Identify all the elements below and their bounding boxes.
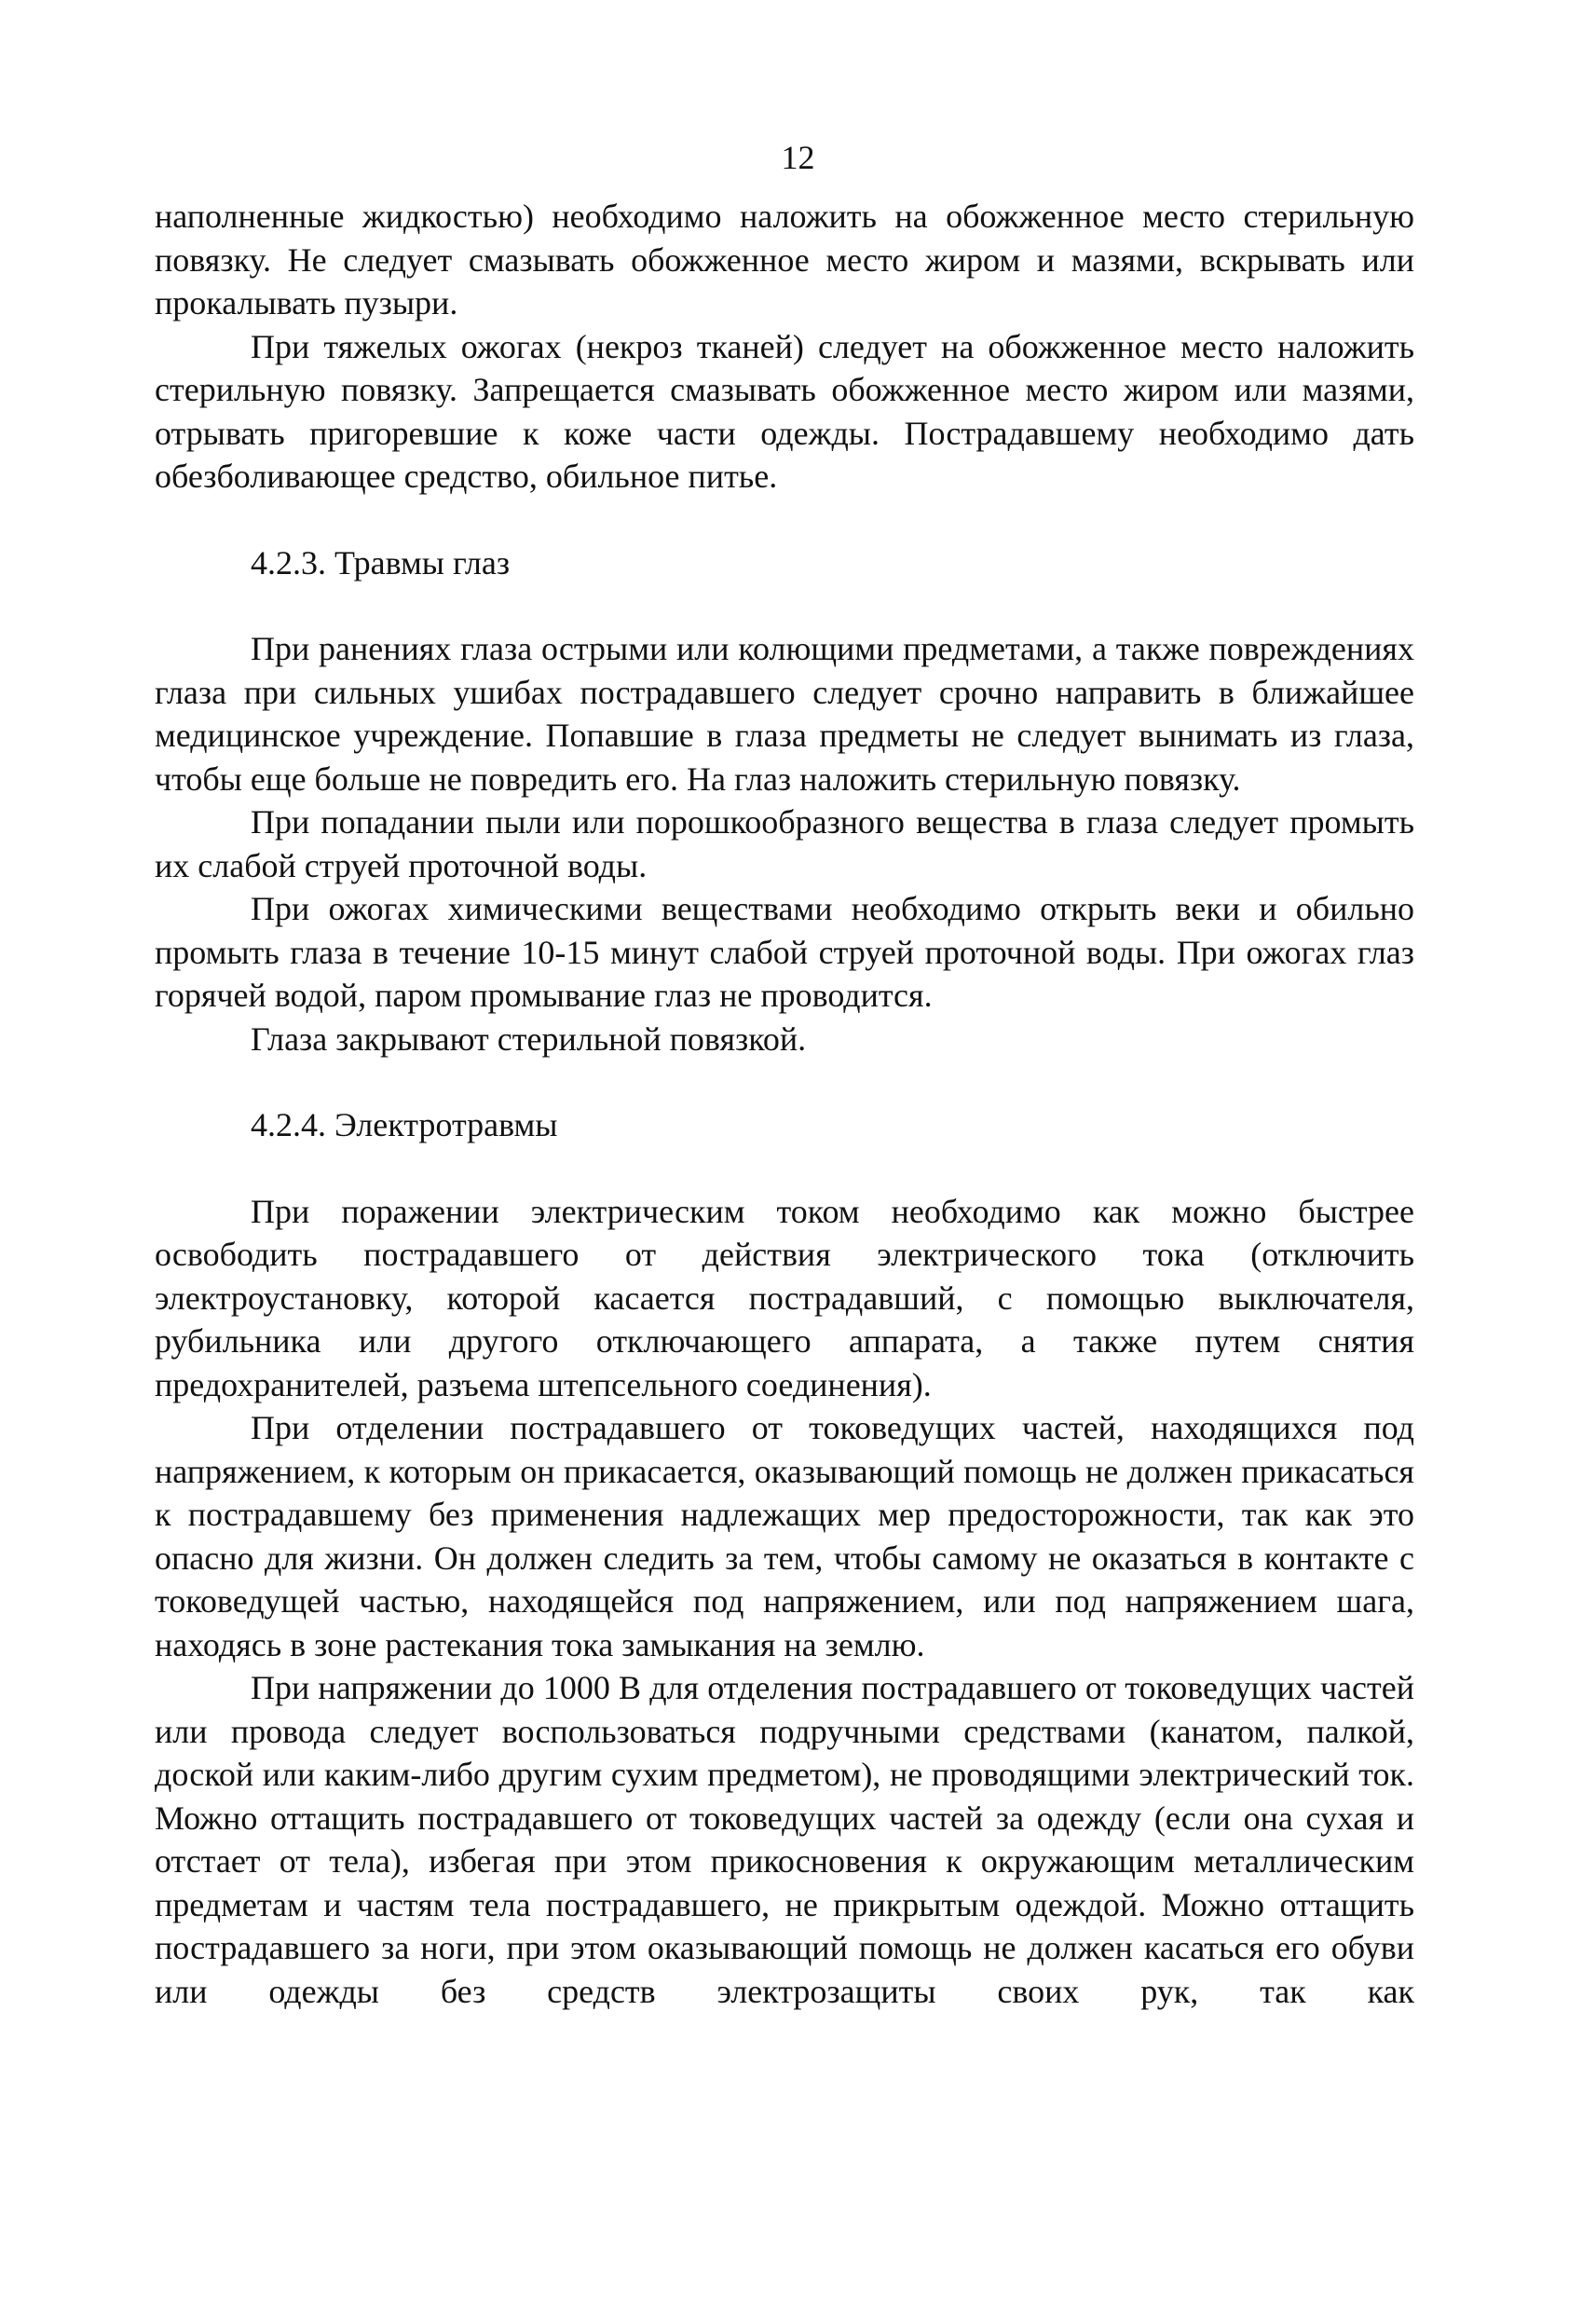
paragraph-electric-shock: При поражении электрическим током необходимо как можно быстрее освободить пострадавшего от действия электрического тока (отключить электроустановку, которой касается пострадавший, с помощью выключателя, рубильника или другого отключающего аппарата, а также путем снятия предохранителей, разъема штепсельного соединения). — [155, 1192, 1414, 1403]
paragraph-eye-bandage: Глаза закрывают стерильной повязкой. — [251, 1019, 807, 1058]
paragraph-eye-chemical-burns: При ожогах химическими веществами необходимо открыть веки и обильно промыть глаза в течение 10-15 минут слабой струей проточной воды. При ожогах глаз горячей водой, паром промывание глаз не проводится. — [155, 890, 1414, 1014]
paragraph-separation-from-live-parts: При отделении пострадавшего от токоведущих частей, находящихся под напряжением, к которым он прикасается, оказывающий помощь не должен прикасаться к пострадавшему без применения надлежащих мер предосторожности, так как это опасно для жизни. Он должен следить за тем, чтобы самому не оказаться в контакте с токоведущей частью, находящейся под напряжением, или под напряжением шага, находясь в зоне растекания тока замыкания на землю. — [155, 1409, 1414, 1663]
paragraph-eye-dust: При попадании пыли или порошкообразного вещества в глаза следует промыть их слабой струей проточной воды. — [155, 803, 1414, 884]
paragraph-voltage-up-to-1000v: При напряжении до 1000 В для отделения пострадавшего от токоведущих частей или провода следует воспользоваться подручными средствами (канатом, палкой, доской или каким-либо другим сухим предметом), не проводящими электрический ток. Можно оттащить пострадавшего от токоведущих частей за одежду (если она сухая и отстает от тела), избегая при этом прикосновения к окружающим металлическим предметам и частям тела пострадавшего, не прикрытым одеждой. Можно оттащить пострадавшего за ноги, при этом оказывающий помощь не должен касаться его обуви или одежды без средств электрозащиты своих рук, так как — [155, 1669, 1414, 2010]
page-body — [155, 195, 1414, 2013]
paragraph-severe-burns: При тяжелых ожогах (некроз тканей) следует на обожженное место наложить стерильную повязку. Запрещается смазывать обожженное место жиром или мазями, отрывать пригоревшие к коже части одежды. Пострадавшему необходимо дать обезболивающее средство, обильное питье. — [155, 327, 1414, 495]
section-heading-eye-injuries: 4.2.3. Травмы глаз — [251, 543, 511, 581]
paragraph-burns-continued: наполненные жидкостью) необходимо наложить на обожженное место стерильную повязку. Не следует смазывать обожженное место жиром и мазями, вскрывать или прокалывать пузыри. — [155, 198, 1414, 321]
section-heading-electrotrauma: 4.2.4. Электротравмы — [251, 1106, 558, 1143]
paragraph-eye-wounds: При ранениях глаза острыми или колющими предметами, а также повреждениях глаза при сильных ушибах пострадавшего следует срочно направить в ближайшее медицинское учреждение. Попавшие в глаза предметы не следует вынимать из глаза, чтобы еще больше не повредить его. На глаз наложить стерильную повязку. — [155, 630, 1414, 798]
page-number: 12 — [781, 139, 815, 176]
